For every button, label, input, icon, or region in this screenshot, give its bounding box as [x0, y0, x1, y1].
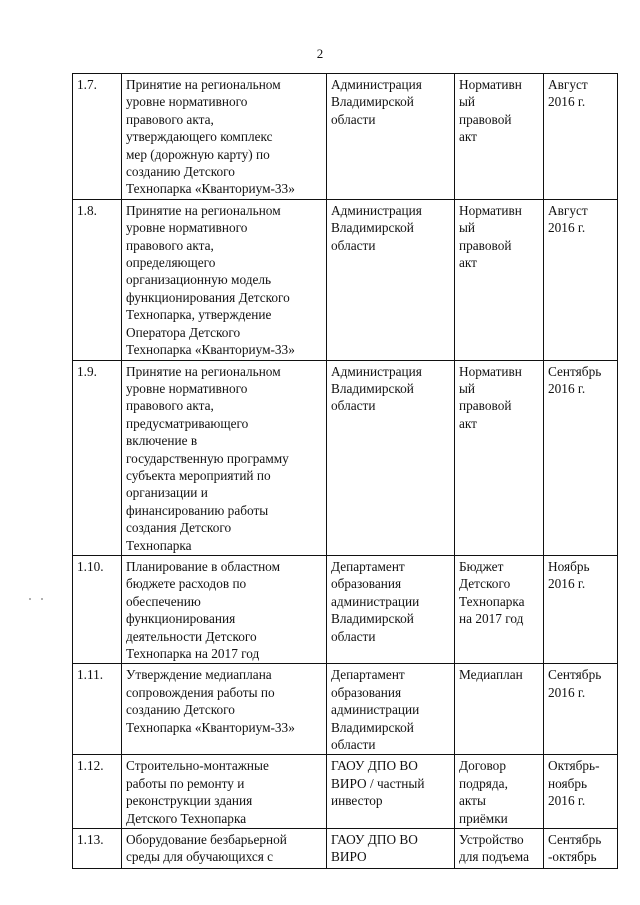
- deadline-cell: Сентябрь 2016 г.: [544, 664, 618, 755]
- result-cell: Договор подряда, акты приёмки: [455, 755, 544, 829]
- action-plan-table: [72, 73, 618, 869]
- table-row: [73, 199, 618, 360]
- page-number: 2: [316, 46, 324, 61]
- action-cell: Принятие на региональном уровне нормативного правового акта, предусматривающего включение в государственную программу субъекта мероприятий по организации и финансированию работы создания Детского Технопарка: [122, 360, 327, 555]
- row-number-cell: 1.12.: [73, 755, 122, 829]
- result-cell: Нормативн ый правовой акт: [455, 360, 544, 555]
- row-number-cell: 1.10.: [73, 555, 122, 663]
- action-cell: Оборудование безбарьерной среды для обучающихся с: [122, 829, 327, 869]
- table-row: [73, 664, 618, 755]
- scan-speck: [41, 598, 43, 600]
- result-cell: Устройство для подъема: [455, 829, 544, 869]
- action-cell: Планирование в областном бюджете расходов по обеспечению функционирования деятельности Детского Технопарка на 2017 год: [122, 555, 327, 663]
- responsible-cell: Администрация Владимирской области: [327, 360, 455, 555]
- deadline-cell: Август 2016 г.: [544, 199, 618, 360]
- responsible-cell: ГАОУ ДПО ВО ВИРО: [327, 829, 455, 869]
- scan-speck: [29, 598, 31, 600]
- action-cell: Принятие на региональном уровне нормативного правового акта, утверждающего комплекс мер (дорожную карту) по созданию Детского Технопарка «Кванториум-33»: [122, 74, 327, 200]
- table-row: [73, 360, 618, 555]
- result-cell: Нормативн ый правовой акт: [455, 199, 544, 360]
- action-cell: Строительно-монтажные работы по ремонту и реконструкции здания Детского Технопарка: [122, 755, 327, 829]
- responsible-cell: Администрация Владимирской области: [327, 74, 455, 200]
- row-number-cell: 1.9.: [73, 360, 122, 555]
- responsible-cell: Администрация Владимирской области: [327, 199, 455, 360]
- responsible-cell: ГАОУ ДПО ВО ВИРО / частный инвестор: [327, 755, 455, 829]
- row-number-cell: 1.8.: [73, 199, 122, 360]
- action-cell: Утверждение медиаплана сопровождения работы по созданию Детского Технопарка «Кванториум-33»: [122, 664, 327, 755]
- table-row: [73, 555, 618, 663]
- table-row: [73, 755, 618, 829]
- deadline-cell: Сентябрь -октябрь: [544, 829, 618, 869]
- result-cell: Нормативн ый правовой акт: [455, 74, 544, 200]
- deadline-cell: Ноябрь 2016 г.: [544, 555, 618, 663]
- row-number-cell: 1.13.: [73, 829, 122, 869]
- action-cell: Принятие на региональном уровне нормативного правового акта, определяющего организационную модель функционирования Детского Технопарка, утверждение Оператора Детского Технопарка «Кванториум-33»: [122, 199, 327, 360]
- table-row: [73, 829, 618, 869]
- result-cell: Медиаплан: [455, 664, 544, 755]
- responsible-cell: Департамент образования администрации Владимирской области: [327, 555, 455, 663]
- deadline-cell: Октябрь- ноябрь 2016 г.: [544, 755, 618, 829]
- deadline-cell: Сентябрь 2016 г.: [544, 360, 618, 555]
- result-cell: Бюджет Детского Технопарка на 2017 год: [455, 555, 544, 663]
- table-row: [73, 74, 618, 200]
- row-number-cell: 1.7.: [73, 74, 122, 200]
- row-number-cell: 1.11.: [73, 664, 122, 755]
- deadline-cell: Август 2016 г.: [544, 74, 618, 200]
- responsible-cell: Департамент образования администрации Владимирской области: [327, 664, 455, 755]
